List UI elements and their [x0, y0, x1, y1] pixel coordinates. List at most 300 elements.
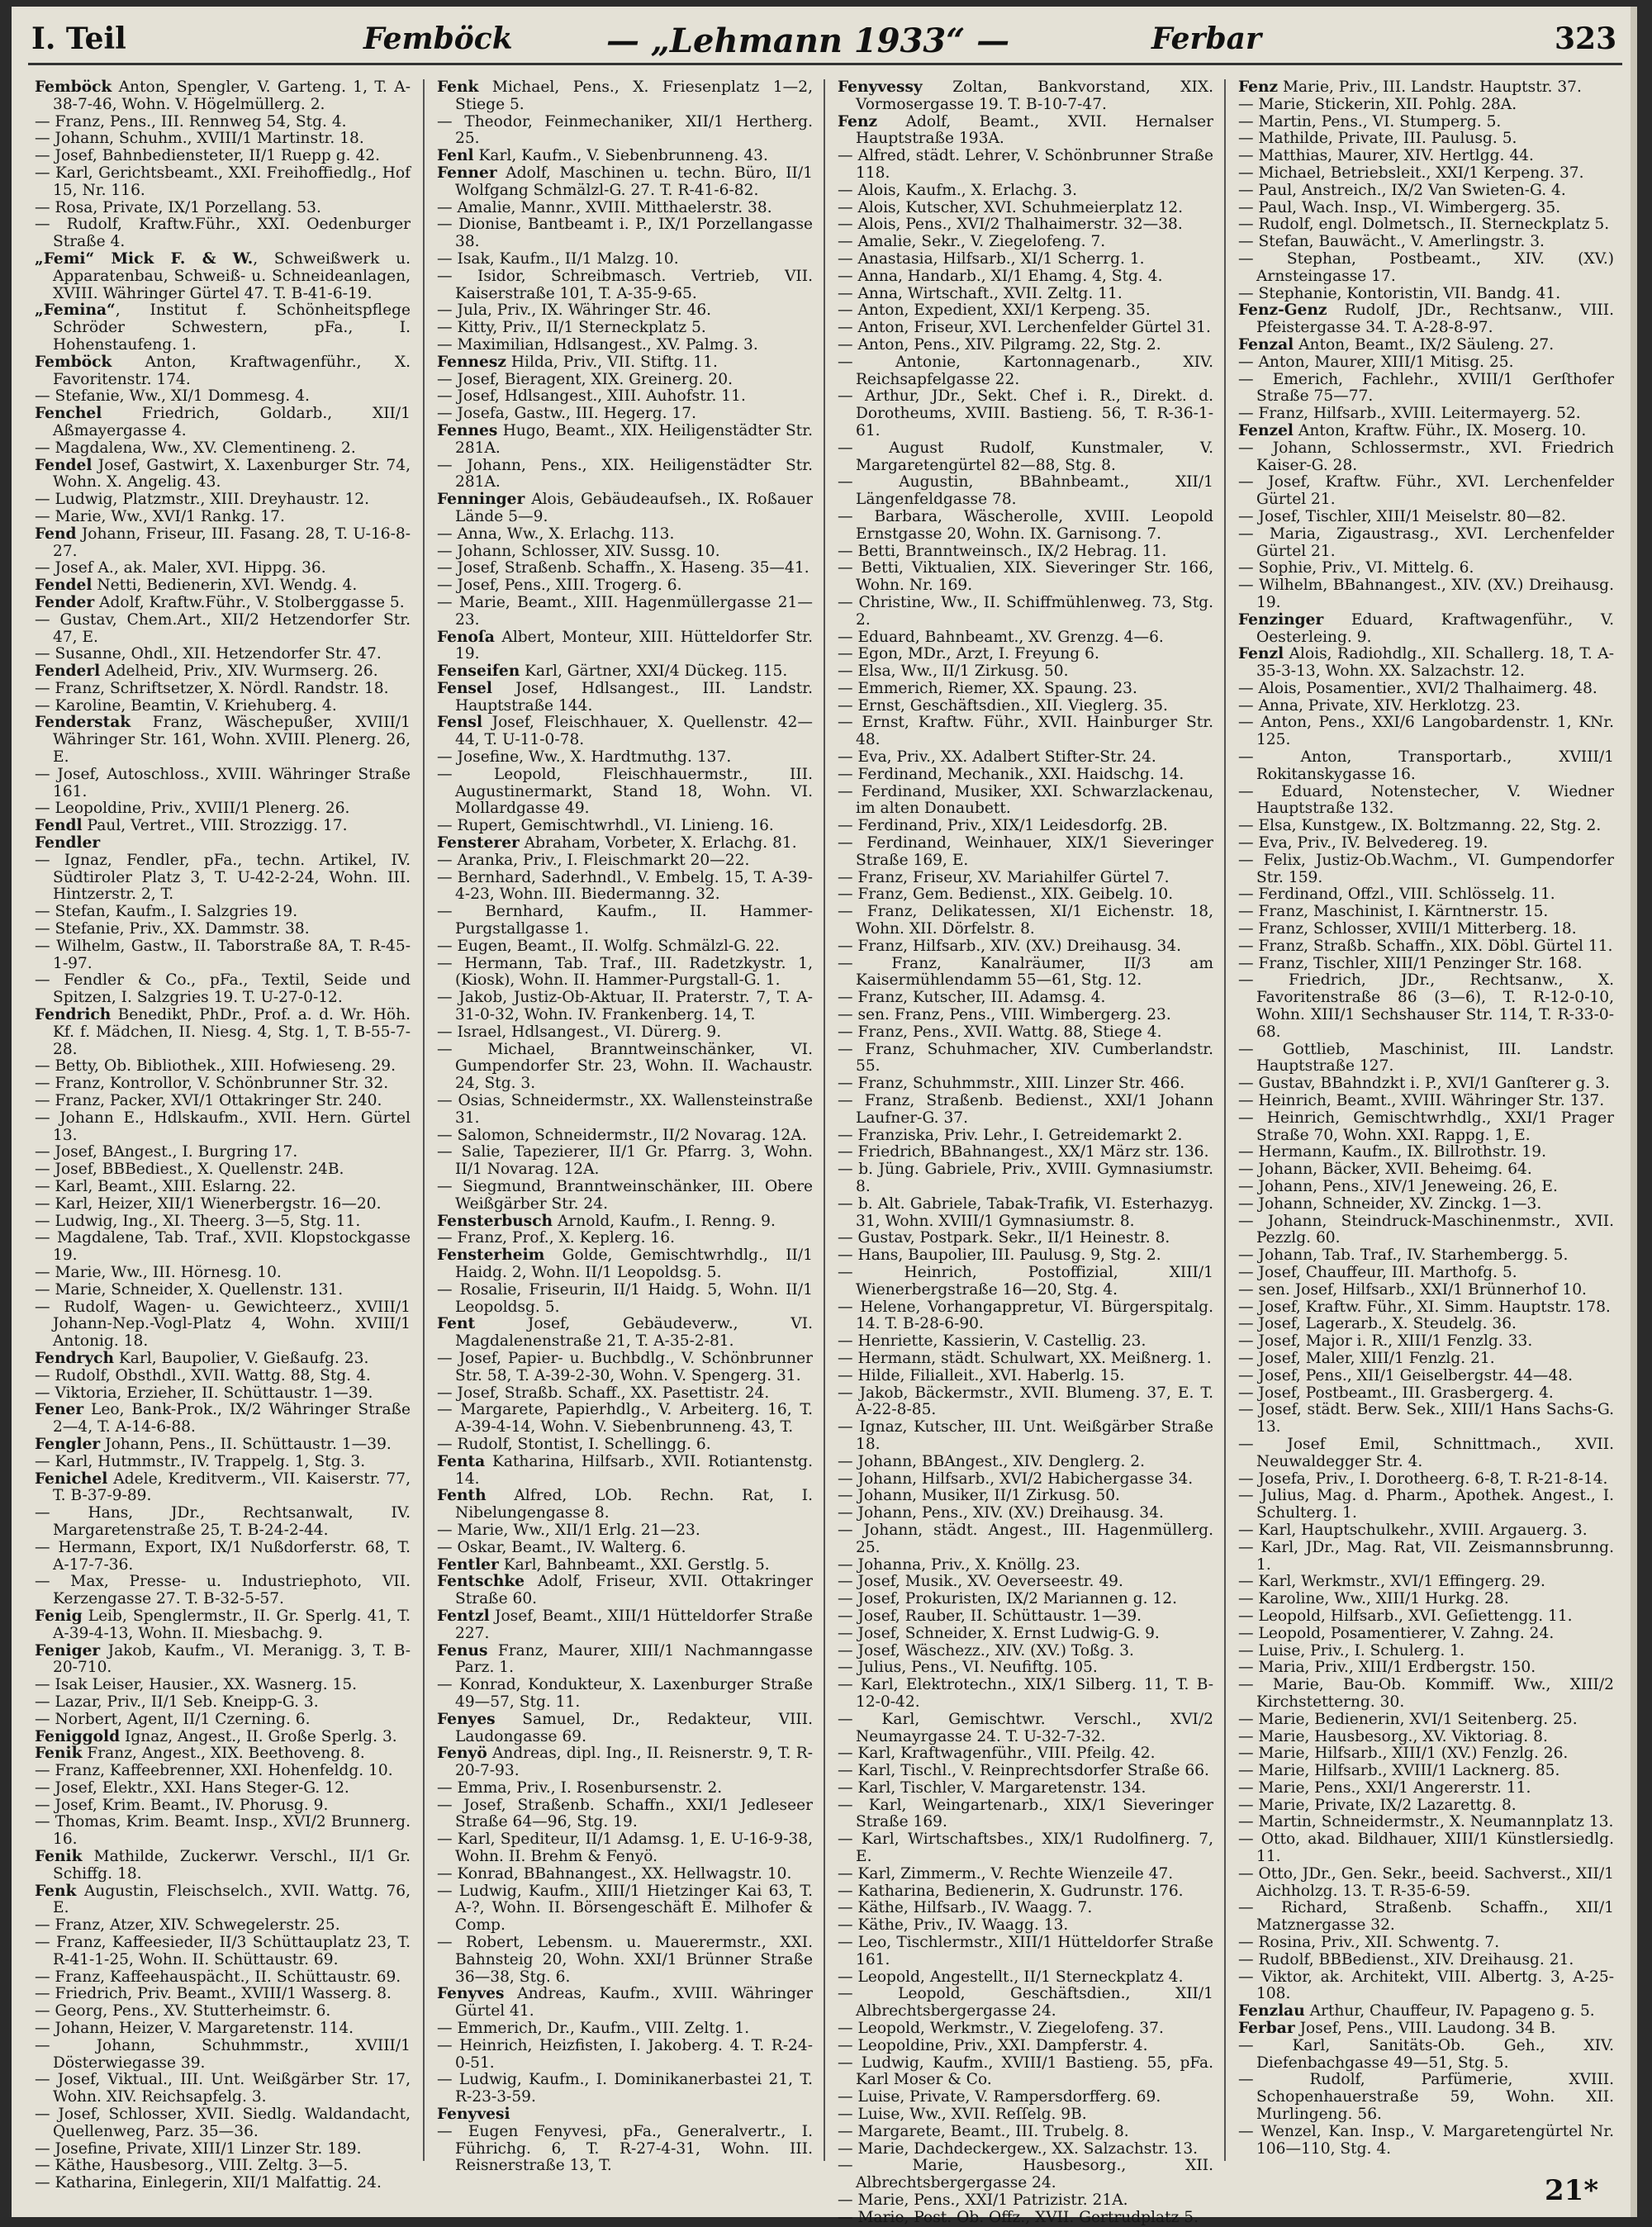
entry-text: Alois, Radiohdlg., XII. Schallerg. 18, T. A-35-3-13, Wohn. XX. Salzachstr. 12. — [1256, 645, 1614, 681]
directory-entry — [437, 1179, 813, 1213]
entry-text: — Johann, Schuhm., XVIII/1 Martinstr. 18. — [35, 130, 364, 148]
entry-surname: Fensterbusch — [437, 1212, 553, 1230]
entry-text: — Kitty, Priv., II/1 Sterneckplatz 5. — [437, 319, 706, 337]
entry-surname: Fenik — [35, 1745, 83, 1763]
entry-text: — Johann, BBAngest., XIV. Denglerg. 2. — [838, 1452, 1146, 1470]
directory-entry — [838, 715, 1213, 749]
directory-entry — [1238, 1797, 1614, 1815]
directory-entry — [1238, 526, 1614, 561]
entry-text: — Josef, Prokuristen, IX/2 Mariannen g. 12. — [838, 1590, 1177, 1608]
entry-text: — Margarete, Papierhdlg., V. Arbeiterg. 16, T. A-39-4-14, Wohn. V. Siebenbrunneng. 43, T. — [437, 1401, 813, 1436]
entry-text: — Max, Presse- u. Industriephoto, VII. Kerzengasse 27. T. B-32-5-57. — [35, 1573, 411, 1608]
entry-text: — Josef, Straßenb. Schaffn., X. Haseng. 35—41. — [437, 559, 809, 577]
directory-entry — [838, 956, 1213, 990]
entry-surname: Feniger — [35, 1641, 101, 1660]
entry-text: — Augustin, BBahnbeamt., XII/1 Längenfeldgasse 78. — [838, 473, 1213, 509]
directory-entry — [35, 681, 411, 698]
directory-entry — [838, 663, 1213, 681]
entry-text: — Karl, Wirtschaftsbes., XIX/1 Rudolfinerg. 7, E. — [838, 1831, 1213, 1866]
entry-surname: Fenk — [437, 78, 479, 96]
entry-text: — Otto, akad. Bildhauer, XIII/1 Künstlersiedlg. 11. — [1238, 1831, 1614, 1866]
section-label: I. Teil — [31, 21, 126, 56]
directory-entry — [437, 458, 813, 492]
directory-entry — [1238, 1745, 1614, 1763]
entry-text: — Franz, Straßb. Schaffn., XIX. Döbl. Gürtel 11. — [1238, 937, 1613, 955]
directory-entry — [35, 1574, 411, 1608]
directory-entry — [437, 2124, 813, 2175]
entry-surname: Fenzl — [1238, 645, 1284, 663]
directory-entry — [35, 458, 411, 492]
entry-text: — Ignaz, Kutscher, III. Unt. Weißgärber Straße 18. — [838, 1418, 1213, 1453]
entry-text: — Ludwig, Platzmstr., XIII. Dreyhaustr. 12. — [35, 491, 370, 509]
directory-entry — [838, 1557, 1213, 1574]
directory-entry — [437, 715, 813, 749]
entry-text: — Magdalene, Tab. Traf., XVII. Klopstockgasse 19. — [35, 1229, 411, 1265]
directory-entry — [838, 234, 1213, 251]
entry-text: Arnold, Kaufm., I. Renng. 9. — [553, 1212, 776, 1230]
entry-text: — Franz, Kutscher, III. Adamsg. 4. — [838, 989, 1106, 1007]
directory-entry — [1238, 131, 1614, 148]
entry-text: — Konrad, BBahnangest., XX. Hellwagstr. 10. — [437, 1864, 792, 1883]
directory-entry — [35, 1643, 411, 1678]
entry-text: Rudolf, JDr., Rechtsanw., VIII. Pfeistergasse 34. T. A-28-8-97. — [1256, 302, 1614, 337]
directory-entry — [1238, 577, 1614, 612]
directory-entry — [35, 1161, 411, 1179]
entry-text: — Josef, BBBediest., X. Quellenstr. 24B. — [35, 1161, 344, 1179]
entry-text: — Ferdinand, Priv., XIX/1 Leidesdorfg. 2B. — [838, 817, 1168, 835]
entry-text: — Heinrich, Postoffizial, XIII/1 Wienerbergstraße 16—20, Stg. 4. — [838, 1263, 1213, 1299]
entry-surname: Fent — [437, 1315, 476, 1333]
entry-surname: Fengler — [35, 1435, 101, 1453]
directory-entry — [838, 2038, 1213, 2055]
directory-entry — [1238, 1333, 1614, 1351]
entry-text: — Leopold, Geschäftsdien., XII/1 Albrechtsbergergasse 24. — [838, 1985, 1213, 2020]
directory-entry — [838, 904, 1213, 938]
directory-entry — [35, 1849, 411, 1883]
directory-entry — [838, 681, 1213, 698]
entry-text: Golde, Gemischtwrhdlg., II/1 Haidg. 2, Wohn. II/1 Leopoldsg. 5. — [455, 1246, 813, 1281]
directory-entry — [35, 577, 411, 595]
entry-text: — Bernhard, Kaufm., II. Hammer-Purgstallgasse 1. — [437, 903, 813, 938]
entry-text: — Richard, Straßenb. Schaffn., XII/1 Matznergasse 32. — [1238, 1899, 1614, 1935]
directory-entry — [838, 1144, 1213, 1161]
directory-entry — [35, 1505, 411, 1540]
directory-entry — [1238, 938, 1614, 956]
directory-entry — [35, 2141, 411, 2158]
directory-entry — [35, 1745, 411, 1763]
directory-entry — [35, 388, 411, 406]
entry-text: — Josef, Viktual., III. Unt. Weißgärber Str. 17, Wohn. XIV. Reichsapfelg. 3. — [35, 2071, 411, 2106]
entry-text: — Josefine, Private, XIII/1 Linzer Str. 189. — [35, 2139, 362, 2158]
directory-entry — [838, 1299, 1213, 1334]
entry-text: — Marie, Pens., XXI/1 Patrizistr. 21A. — [838, 2191, 1128, 2210]
entry-surname: Fensl — [437, 714, 483, 732]
column-divider — [824, 79, 825, 2161]
directory-entry — [35, 440, 411, 458]
entry-text: — Margarete, Beamt., III. Trubelg. 8. — [838, 2122, 1129, 2140]
entry-text: — Marie, Post. Ob. Offz., XVII. Gertrudplatz 5. — [838, 2208, 1199, 2226]
entry-text: — Marie, Bau-Ob. Kommiff. Ww., XIII/2 Kirchstetterng. 30. — [1238, 1676, 1614, 1711]
entry-text: — Bernhard, Saderhndl., V. Embelg. 15, T. A-39-4-23, Wohn. III. Biedermanng. 32. — [437, 868, 813, 904]
directory-entry — [35, 2003, 411, 2020]
entry-text: — Johann, Tab. Traf., IV. Starhembergg. 5. — [1238, 1246, 1569, 1265]
directory-entry — [838, 938, 1213, 956]
directory-entry — [437, 1402, 813, 1436]
entry-text: — Luise, Ww., XVII. Reſſelg. 9B. — [838, 2106, 1087, 2124]
directory-entry — [1238, 474, 1614, 509]
page-number: 323 — [1555, 21, 1617, 56]
directory-entry — [1238, 337, 1614, 354]
entry-text: — Ernst, Geschäftsdien., XII. Vieglerg. 35. — [838, 696, 1168, 715]
entry-text: Franz, Wäschepußer, XVIII/1 Währinger Str. 161, Wohn. XVIII. Plenerg. 26, E. — [53, 714, 411, 767]
entry-text: , Schweißwerk u. Apparatenbau, Schweiß- u. Schneideanlagen, XVIII. Währinger Gürtel 47. T. B-41-6-19. — [53, 249, 411, 302]
directory-entry — [35, 406, 411, 440]
directory-entry — [437, 216, 813, 251]
directory-entry — [35, 2072, 411, 2106]
directory-entry — [838, 1471, 1213, 1489]
directory-entry — [838, 2158, 1213, 2192]
entry-text: — Anton, Maurer, XIII/1 Mitisg. 25. — [1238, 353, 1514, 371]
entry-text: — Karl, Werkmstr., XVI/1 Effingerg. 29. — [1238, 1573, 1545, 1591]
entry-text: Adele, Kreditverm., VII. Kaiserstr. 77, T. B-37-9-89. — [53, 1470, 411, 1505]
directory-entry — [35, 1986, 411, 2003]
directory-entry — [35, 148, 411, 165]
entry-surname: Fenl — [437, 147, 474, 165]
entry-surname: Fend — [35, 525, 77, 543]
entry-text: — Karl, Gerichtsbeamt., XXI. Freihoffiedlg., Hof 15, Nr. 116. — [35, 164, 411, 199]
entry-text: — Josef, Hdlsangest., XIII. Auhofstr. 11. — [437, 387, 746, 406]
entry-text: — Josef, Bahnbediensteter, II/1 Ruepp g. 42. — [35, 147, 381, 165]
directory-entry — [1238, 2072, 1614, 2123]
entry-text: — Karl, Zimmerm., V. Rechte Wienzeile 47. — [838, 1864, 1174, 1883]
entry-text: — Josef Emil, Schnittmach., XVII. Neuwaldegger Str. 4. — [1238, 1435, 1614, 1470]
directory-entry — [437, 526, 813, 544]
directory-entry — [1238, 852, 1614, 887]
entry-text: — Josef, Bieragent, XIX. Greinerg. 20. — [437, 370, 733, 388]
entry-text: — Ludwig, Kaufm., I. Dominikanerbastei 21, T. R-23-3-59. — [437, 2071, 813, 2106]
entry-surname: Fentzl — [437, 1607, 490, 1625]
directory-entry — [838, 1196, 1213, 1231]
directory-entry — [838, 1385, 1213, 1420]
entry-text: — Ignaz, Fendler, pFa., techn. Artikel, IV. Südtiroler Platz 3, T. U-42-2-24, Wohn. III. Hintzerstr. 2, T. — [35, 851, 411, 904]
entry-text: — Franz, Delikatessen, XI/1 Eichenstr. 18, Wohn. XII. Dörfelstr. 8. — [838, 903, 1213, 938]
entry-text: Anton, Beamt., IX/2 Säuleng. 27. — [1294, 335, 1555, 354]
directory-entry — [437, 388, 813, 406]
directory-entry — [1238, 1969, 1614, 2004]
entry-text: Anton, Kraftwagenführ., X. Favoritenstr. 174. — [53, 353, 411, 388]
directory-entry — [437, 1316, 813, 1351]
entry-text: — Friedrich, Priv. Beamt., XVIII/1 Wasserg. 8. — [35, 1985, 392, 2003]
column-3 — [838, 78, 1213, 2226]
entry-text: — Käthe, Priv., IV. Waagg. 13. — [838, 1916, 1069, 1935]
entry-text: — Maximilian, Hdlsangest., XV. Palmg. 3. — [437, 335, 758, 354]
entry-surname: Fender — [35, 593, 95, 611]
entry-surname: Fendel — [35, 456, 93, 474]
directory-entry — [838, 1076, 1213, 1093]
directory-entry — [838, 629, 1213, 647]
entry-surname: Fensterer — [437, 834, 520, 852]
entry-surname: Feniggold — [35, 1727, 121, 1745]
entry-text: Arthur, Chauffeur, IV. Papageno g. 5. — [1304, 2002, 1595, 2020]
entry-text: — Franz, Schriftsetzer, X. Nördl. Randstr. 18. — [35, 679, 389, 697]
directory-entry — [838, 749, 1213, 767]
entry-text: — Franz, Schuhmmstr., XIII. Linzer Str. 466. — [838, 1075, 1185, 1093]
entry-text: — Marie, Beamt., XIII. Hagenmüllergasse 21—23. — [437, 593, 813, 629]
directory-entry — [35, 1883, 411, 1918]
directory-entry — [35, 646, 411, 663]
directory-entry — [1238, 165, 1614, 183]
directory-entry — [35, 972, 411, 1007]
entry-text: — Hans, Baupolier, III. Paulusg. 9, Stg. 2. — [838, 1246, 1161, 1265]
entry-text: — Siegmund, Branntweinschänker, III. Obere Weißgärber Str. 24. — [437, 1178, 813, 1213]
directory-entry — [35, 595, 411, 612]
directory-entry — [35, 1179, 411, 1196]
entry-text: — Hilde, Filialleit., XVI. Haberlg. 15. — [838, 1366, 1125, 1384]
entry-surname: Ferbar — [1238, 2020, 1295, 2038]
directory-entry — [838, 440, 1213, 475]
directory-entry — [1238, 234, 1614, 251]
entry-text: — Ludwig, Ing., XI. Theerg. 3—5, Stg. 11. — [35, 1212, 361, 1230]
entry-text: — Osias, Schneidermstr., XX. Wallensteinstraße 31. — [437, 1092, 813, 1127]
directory-entry — [838, 2124, 1213, 2141]
entry-text: — Josef, Maler, XIII/1 Fenzlg. 21. — [1238, 1349, 1495, 1367]
directory-entry — [838, 1780, 1213, 1797]
directory-entry — [1238, 1763, 1614, 1780]
directory-entry — [1238, 1042, 1614, 1076]
entry-text: — Anna, Private, XIV. Herklotzg. 23. — [1238, 696, 1521, 715]
entry-text: Eduard, Kraftwagenführ., V. Oesterleing. 9. — [1256, 610, 1614, 646]
directory-entry — [1238, 440, 1614, 475]
entry-text: Josef, Gebäudeverw., VI. Magdalenenstraße 21, T. A-35-2-81. — [455, 1315, 813, 1351]
directory-entry — [437, 337, 813, 354]
entry-text: — Isak, Kaufm., II/1 Malzg. 10. — [437, 249, 679, 268]
directory-entry — [1238, 114, 1614, 131]
directory-entry — [437, 268, 813, 303]
directory-entry — [838, 2210, 1213, 2227]
directory-title: — „Lehmann 1933“ — — [606, 21, 1010, 60]
directory-entry — [437, 1128, 813, 1145]
entry-surname: Fenninger — [437, 491, 525, 509]
directory-entry — [838, 1333, 1213, 1351]
entry-text: — Emmerich, Dr., Kaufm., VIII. Zeltg. 1. — [437, 2020, 750, 2038]
entry-text: Adelheid, Priv., XIV. Wurmserg. 26. — [100, 662, 378, 681]
directory-entry — [437, 1144, 813, 1179]
directory-entry — [35, 1780, 411, 1797]
directory-entry — [1238, 1712, 1614, 1729]
directory-entry — [838, 544, 1213, 561]
directory-entry — [838, 1626, 1213, 1643]
entry-text: — Karl, Tischl., V. Reinprechtsdorfer Straße 66. — [838, 1762, 1209, 1780]
entry-text: — Karl, Kraftwagenführ., VIII. Pfeilg. 42. — [838, 1745, 1156, 1763]
entry-text: — Gustav, Postpark. Sekr., II/1 Heinestr. 8. — [838, 1229, 1170, 1247]
entry-text: — Robert, Lebensm. u. Mauerermstr., XXI. Bahnsteig 20, Wohn. XXI/1 Brünner Straße 36—38, Stg. 6. — [437, 1934, 813, 1986]
entry-text: — Theodor, Feinmechaniker, XII/1 Hertherg. 25. — [437, 112, 813, 148]
entry-text: Josef, Beamt., XIII/1 Hütteldorfer Straße 227. — [455, 1607, 813, 1642]
directory-entry — [35, 938, 411, 973]
entry-text: — Anastasia, Hilfsarb., XI/1 Scherrg. 1. — [838, 249, 1145, 268]
entry-text: — Franziska, Priv. Lehr., I. Getreidemarkt 2. — [838, 1126, 1183, 1144]
entry-text: — Karl, JDr., Mag. Rat, VII. Zeismannsbrunng. 1. — [1238, 1538, 1614, 1574]
directory-entry — [35, 1797, 411, 1815]
directory-entry — [35, 1694, 411, 1712]
entry-text: — Eugen Fenyvesi, pFa., Generalvertr., I. Führichg. 6, T. R-27-4-31, Wohn. III. Reisnerstraße 13, T. — [437, 2122, 813, 2175]
entry-surname: Femböck — [35, 78, 112, 96]
entry-text: — Johann, Schneider, XV. Zinckg. 1—3. — [1238, 1194, 1542, 1213]
directory-entry — [1238, 835, 1614, 852]
directory-entry — [838, 1007, 1213, 1024]
directory-entry — [437, 1883, 813, 1935]
directory-entry — [1238, 698, 1614, 715]
entry-text: — Franz, Pens., XVII. Wattg. 88, Stiege 4. — [838, 1023, 1162, 1041]
directory-entry — [437, 302, 813, 320]
directory-entry — [838, 646, 1213, 663]
entry-text: Adolf, Maschinen u. techn. Büro, II/1 Wolfgang Schmälzl-G. 27. T. R-41-6-82. — [455, 164, 813, 199]
entry-text: — Henriette, Kassierin, V. Castellig. 23. — [838, 1332, 1146, 1351]
directory-entry — [35, 1093, 411, 1110]
entry-text: — Karl, Hutmmstr., IV. Trappelg. 1, Stg. 3. — [35, 1452, 366, 1470]
page-header — [12, 7, 1637, 59]
directory-entry — [35, 1385, 411, 1403]
entry-text: Hilda, Priv., VII. Stiftg. 11. — [506, 353, 718, 371]
entry-text: — Franz, Kontrollor, V. Schönbrunner Str. 32. — [35, 1075, 389, 1093]
directory-entry — [838, 1608, 1213, 1626]
directory-entry — [1238, 1436, 1614, 1471]
entry-text: — Karl, Tischler, V. Margaretenstr. 134. — [838, 1778, 1146, 1797]
entry-text: — Leopold, Angestellt., II/1 Sterneckplatz 4. — [838, 1968, 1184, 1986]
entry-text: — Gustav, BBahndzkt i. P., XVI/1 Ganſterer g. 3. — [1238, 1075, 1610, 1093]
entry-text: — Rudolf, Kraftw.Führ., XXI. Oedenburger Straße 4. — [35, 216, 411, 251]
directory-entry — [35, 491, 411, 509]
directory-entry — [1238, 1316, 1614, 1333]
entry-text: — Friedrich, JDr., Rechtsanw., X. Favoritenstraße 86 (3—6), T. R-12-0-10, Wohn. XIII/1 Sechshauser Str. 114, T. R-33-0-68. — [1238, 971, 1614, 1041]
entry-text: — Hermann, Tab. Traf., III. Radetzkystr. 1, (Kiosk), Wohn. II. Hammer-Purgstall-G. 1. — [437, 954, 813, 990]
directory-entry — [35, 698, 411, 715]
entry-text: — Otto, JDr., Gen. Sekr., beeid. Sachverst., XII/1 Aichholzg. 13. T. R-35-6-59. — [1238, 1864, 1614, 1900]
directory-entry — [437, 1745, 813, 1780]
directory-entry — [1238, 1196, 1614, 1213]
directory-entry — [1238, 216, 1614, 234]
entry-text: — Eugen, Beamt., II. Wolfg. Schmälzl-G. 22. — [437, 937, 780, 955]
directory-entry — [437, 870, 813, 905]
directory-entry — [35, 1230, 411, 1265]
entry-text: — Friedrich, BBahnangest., XX/1 März str. 136. — [838, 1143, 1209, 1161]
directory-entry — [838, 1866, 1213, 1883]
entry-text: Marie, Priv., III. Landstr. Hauptstr. 37. — [1278, 78, 1582, 96]
entry-text: — Franz, Kanalräumer, II/3 am Kaisermühlendamm 55—61, Stg. 12. — [838, 954, 1213, 990]
directory-entry — [437, 749, 813, 767]
directory-entry — [838, 1797, 1213, 1832]
entry-text: Franz, Angest., XIX. Beethoveng. 8. — [82, 1745, 365, 1763]
first-surname-heading: Femböck — [363, 21, 513, 56]
directory-entry — [1238, 1093, 1614, 1110]
directory-entry — [838, 1677, 1213, 1712]
entry-text: — Eduard, Bahnbeamt., XV. Grenzg. 4—6. — [838, 628, 1164, 646]
directory-entry — [1238, 354, 1614, 372]
entry-text: — Leopold, Posamentierer, V. Zahng. 24. — [1238, 1624, 1555, 1642]
directory-entry — [838, 183, 1213, 200]
entry-text: — Johann, Pens., XIV. (XV.) Dreihausg. 34. — [838, 1504, 1164, 1522]
entry-text: — Josef, Wäschezz., XIV. (XV.) Toßg. 3. — [838, 1641, 1134, 1660]
directory-entry — [1238, 509, 1614, 526]
directory-entry — [838, 268, 1213, 286]
entry-text: — Martin, Pens., VI. Stumperg. 5. — [1238, 112, 1502, 131]
entry-text: — Josef, Lagerarb., X. Steudelg. 36. — [1238, 1315, 1517, 1333]
entry-text: Andreas, Kaufm., XVIII. Währinger Gürtel 41. — [455, 1985, 813, 2020]
entry-text: — Julius, Pens., VI. Neufiftg. 105. — [838, 1659, 1098, 1677]
directory-entry — [1238, 1591, 1614, 1608]
entry-text: — Leopold, Hilfsarb., XVI. Geſiettengg. 11. — [1238, 1607, 1573, 1625]
directory-entry — [437, 372, 813, 389]
entry-text: Leo, Bank-Prok., IX/2 Währinger Straße 2—4, T. A-14-6-88. — [53, 1401, 411, 1436]
entry-text: — Marie, Hilfsarb., XIII/1 (XV.) Fenzlg. 26. — [1238, 1745, 1569, 1763]
last-surname-heading: Ferbar — [1151, 21, 1261, 56]
directory-entry — [437, 577, 813, 595]
entry-text: — Gottlieb, Maschinist, III. Landstr. Hauptstraße 127. — [1238, 1040, 1614, 1076]
entry-text: — Eduard, Notenstecher, V. Wiedner Hauptstraße 132. — [1238, 782, 1614, 818]
entry-text: — b. Alt. Gabriele, Tabak-Trafik, VI. Esterhazyg. 31, Wohn. XVIII/1 Gymnasiumstr. 8. — [838, 1194, 1213, 1230]
entry-text: — Rudolf, BBBedienst., XIV. Dreihausg. 21. — [1238, 1950, 1574, 1968]
directory-entry — [1238, 423, 1614, 440]
entry-surname: „Femina“ — [35, 302, 116, 320]
directory-entry — [838, 148, 1213, 183]
directory-entry — [437, 2072, 813, 2106]
entry-text: — Johann, Musiker, II/1 Zirkusg. 50. — [838, 1487, 1120, 1505]
entry-surname: Fennes — [437, 421, 498, 439]
entry-text: — Anton, Pens., XXI/6 Langobardenstr. 1, KNr. 125. — [1238, 714, 1614, 749]
directory-entry — [838, 698, 1213, 715]
entry-text: — Thomas, Krim. Beamt. Insp., XVI/2 Brunnerg. 16. — [35, 1813, 411, 1849]
entry-text: — Israel, Hdlsangest., VI. Dürerg. 9. — [437, 1023, 722, 1041]
entry-text: — Stefan, Kaufm., I. Salzgries 19. — [35, 903, 298, 921]
entry-text: — Arthur, JDr., Sekt. Chef i. R., Direkt. d. Dorotheums, XVIII. Bastieng. 56, T. R-36-1-61. — [838, 387, 1213, 439]
directory-entry — [1238, 1179, 1614, 1196]
entry-text: — Josef, Pens., XIII. Trogerg. 6. — [437, 577, 682, 595]
directory-entry — [35, 1282, 411, 1299]
directory-entry — [35, 818, 411, 835]
directory-entry — [1238, 1900, 1614, 1935]
entry-text: Karl, Baupolier, V. Gießaufg. 23. — [113, 1349, 369, 1367]
entry-text: Augustin, Fleischselch., XVII. Wattg. 76, E. — [53, 1882, 411, 1917]
entry-text: — Franz, Straßenb. Bedienst., XXI/1 Johann Laufner-G. 37. — [838, 1092, 1213, 1127]
directory-entry — [838, 216, 1213, 234]
directory-entry — [437, 1935, 813, 1986]
entry-text: — Marie, Hausbesorg., XV. Viktoriag. 8. — [1238, 1727, 1548, 1745]
directory-entry — [35, 1110, 411, 1145]
entry-text: — Heinrich, Gemischtwrhdlg., XXI/1 Prager Straße 70, Wohn. XXI. Rappg. 1, E. — [1238, 1109, 1614, 1144]
directory-entry — [437, 491, 813, 526]
directory-entry — [838, 767, 1213, 784]
directory-entry — [838, 1917, 1213, 1935]
directory-entry — [437, 2020, 813, 2038]
directory-entry — [437, 1831, 813, 1866]
entry-text: — Josef, Schneider, X. Ernst Ludwig-G. 9. — [838, 1624, 1160, 1642]
entry-text: — Karl, Weingartenarb., XIX/1 Sieveringer Straße 169. — [838, 1796, 1213, 1831]
directory-entry — [1238, 681, 1614, 698]
directory-entry — [437, 938, 813, 956]
directory-entry — [838, 1745, 1213, 1763]
directory-entry — [35, 852, 411, 904]
entry-text: — Josef, Elektr., XXI. Hans Steger-G. 12. — [35, 1778, 349, 1797]
entry-text: — Anna, Handarb., XI/1 Ehamg. 4, Stg. 4. — [838, 267, 1163, 285]
directory-entry — [1238, 972, 1614, 1041]
directory-entry — [838, 886, 1213, 904]
entry-surname: Fenth — [437, 1487, 487, 1505]
entry-text: — Josef, Major i. R., XIII/1 Fenzlg. 33. — [1238, 1332, 1533, 1351]
directory-entry — [35, 800, 411, 818]
directory-entry — [35, 1763, 411, 1780]
entry-surname: Femböck — [35, 353, 112, 371]
entry-text: — Maria, Priv., XIII/1 Erdbergstr. 150. — [1238, 1659, 1536, 1677]
